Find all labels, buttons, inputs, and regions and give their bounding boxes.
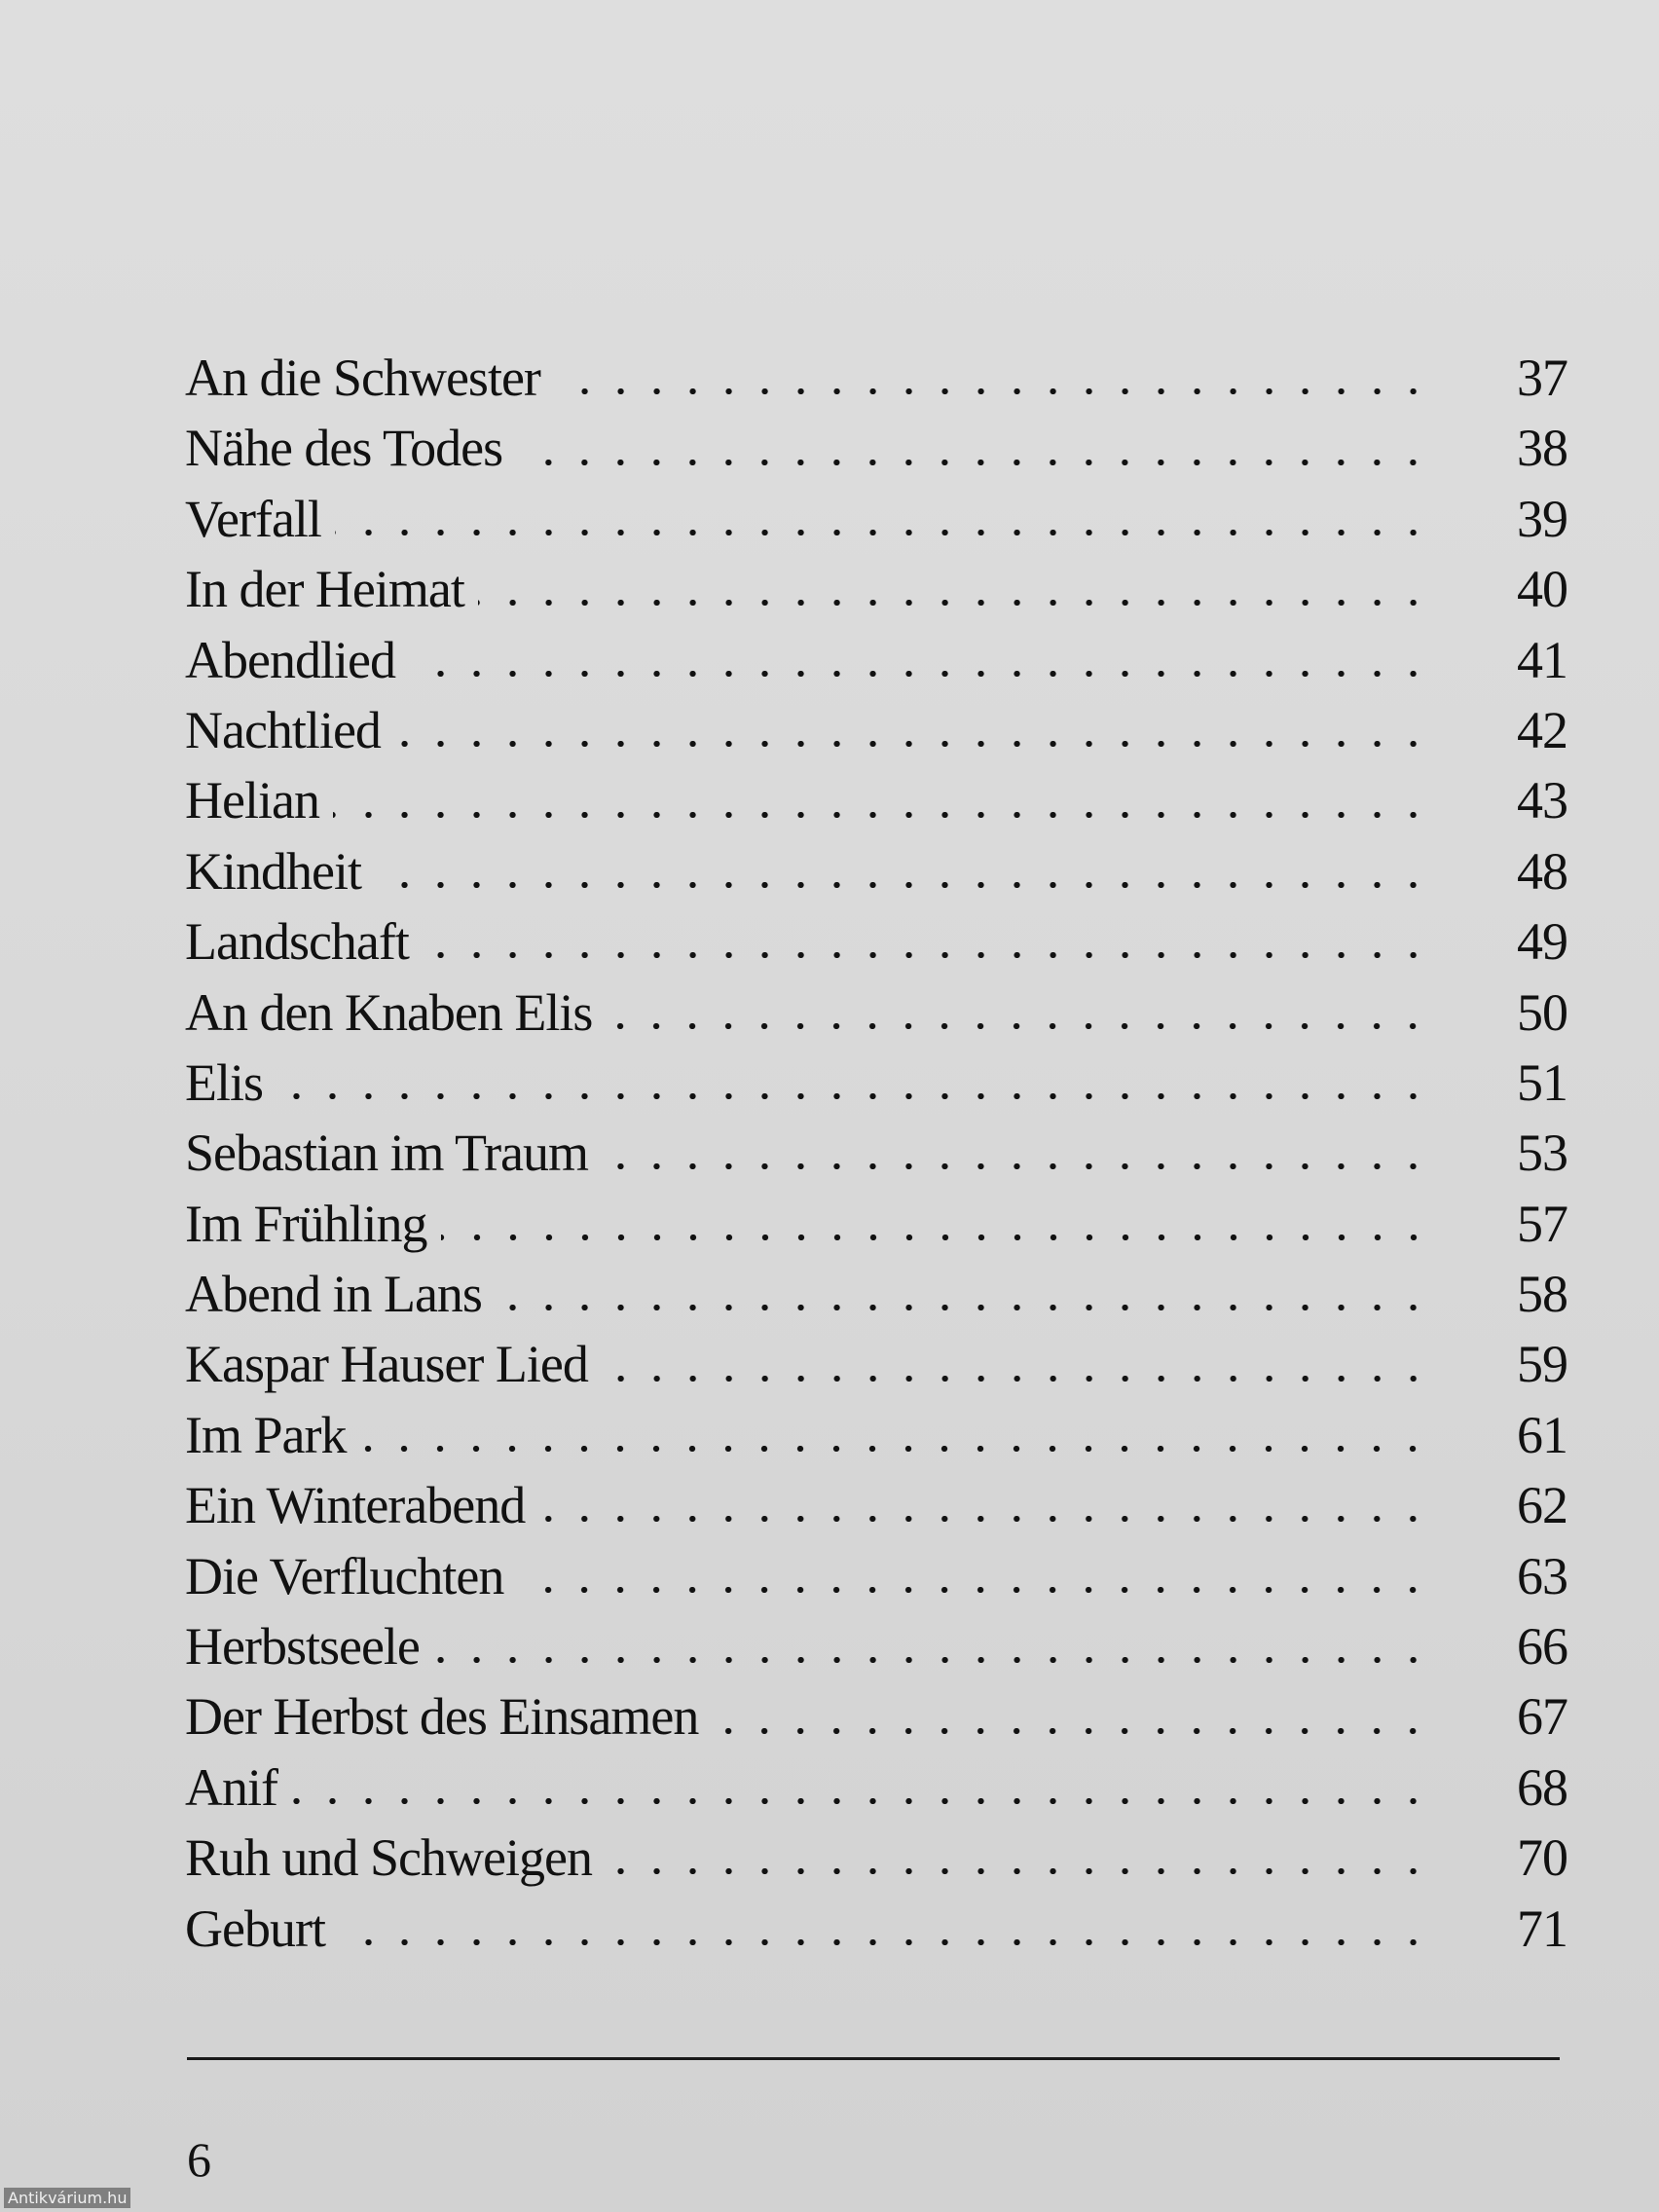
toc-entry <box>185 1470 1567 1540</box>
toc-entry <box>185 695 1567 765</box>
toc-entry-page: 70 <box>1517 1828 1567 1888</box>
toc-entry-page: 43 <box>1517 771 1567 830</box>
toc-entry-page: 63 <box>1517 1546 1567 1605</box>
toc-leader-dots <box>409 671 1431 677</box>
toc-entry <box>185 1329 1567 1399</box>
toc-leader-dots <box>602 1163 1431 1169</box>
toc-entry <box>185 1894 1567 1964</box>
toc-entry-title: An den Knaben Elis <box>185 982 593 1042</box>
toc-entry-page: 71 <box>1517 1899 1567 1958</box>
toc-entry-page: 49 <box>1517 912 1567 972</box>
toc-leader-dots <box>478 600 1431 606</box>
toc-entry <box>185 413 1567 483</box>
toc-entry-page: 40 <box>1517 560 1567 619</box>
toc-entry <box>185 1681 1567 1751</box>
toc-entry <box>185 1259 1567 1329</box>
watermark: Antikvárium.hu <box>4 2188 130 2208</box>
toc-entry <box>185 906 1567 977</box>
toc-entry <box>185 1189 1567 1259</box>
toc-entry-title: In der Heimat <box>185 560 464 619</box>
toc-entry-title: Im Park <box>185 1405 347 1464</box>
toc-entry <box>185 625 1567 695</box>
toc-leader-dots <box>441 1235 1431 1240</box>
toc-entry-page: 51 <box>1517 1052 1567 1112</box>
page-number: 6 <box>187 2132 211 2187</box>
toc-entry <box>185 1752 1567 1823</box>
toc-leader-dots <box>335 530 1431 535</box>
toc-entry-title: Nähe des Todes <box>185 419 503 478</box>
toc-leader-dots <box>433 1657 1431 1663</box>
table-of-contents <box>185 343 1567 1964</box>
footer-rule <box>187 2057 1560 2060</box>
toc-leader-dots <box>375 882 1431 888</box>
toc-entry <box>185 1400 1567 1470</box>
toc-entry <box>185 977 1567 1048</box>
toc-entry-page: 53 <box>1517 1124 1567 1183</box>
toc-leader-dots <box>496 1305 1431 1310</box>
toc-leader-dots <box>554 388 1431 394</box>
toc-entry <box>185 1541 1567 1611</box>
toc-entry-title: Die Verfluchten <box>185 1546 504 1605</box>
toc-entry-page: 62 <box>1517 1476 1567 1535</box>
toc-entry-title: Kaspar Hauser Lied <box>185 1335 588 1394</box>
toc-entry-page: 38 <box>1517 419 1567 478</box>
toc-entry <box>185 1823 1567 1893</box>
toc-entry-page: 42 <box>1517 700 1567 759</box>
toc-entry <box>185 484 1567 554</box>
toc-entry-title: Ruh und Schweigen <box>185 1828 592 1888</box>
toc-entry-title: Abend in Lans <box>185 1265 482 1324</box>
toc-leader-dots <box>517 1587 1431 1593</box>
toc-leader-dots <box>291 1798 1431 1804</box>
toc-entry-page: 48 <box>1517 841 1567 901</box>
toc-entry-title: Ein Winterabend <box>185 1476 526 1535</box>
toc-entry-page: 50 <box>1517 982 1567 1042</box>
toc-entry-title: Im Frühling <box>185 1194 427 1253</box>
toc-entry <box>185 836 1567 906</box>
toc-leader-dots <box>516 460 1431 465</box>
toc-entry-title: Kindheit <box>185 841 361 901</box>
toc-entry-title: Herbstseele <box>185 1617 420 1677</box>
toc-leader-dots <box>394 741 1431 747</box>
toc-leader-dots <box>602 1376 1431 1382</box>
toc-entry-title: Helian <box>185 771 319 830</box>
toc-leader-dots <box>606 1023 1431 1029</box>
toc-entry-page: 58 <box>1517 1265 1567 1324</box>
toc-entry-title: An die Schwester <box>185 349 540 407</box>
toc-entry-title: Landschaft <box>185 912 409 972</box>
toc-entry <box>185 1118 1567 1188</box>
toc-entry-title: Sebastian im Traum <box>185 1124 589 1183</box>
toc-entry-page: 37 <box>1517 349 1567 407</box>
toc-entry-title: Elis <box>185 1052 264 1112</box>
toc-entry-title: Geburt <box>185 1899 325 1958</box>
toc-entry-page: 39 <box>1517 489 1567 548</box>
toc-entry <box>185 1048 1567 1118</box>
toc-entry <box>185 1611 1567 1681</box>
toc-leader-dots <box>276 1093 1431 1099</box>
toc-entry-page: 41 <box>1517 630 1567 689</box>
toc-entry-title: Anif <box>185 1757 277 1817</box>
toc-leader-dots <box>712 1728 1431 1734</box>
toc-entry-page: 59 <box>1517 1335 1567 1394</box>
toc-leader-dots <box>333 812 1431 818</box>
toc-entry-title: Verfall <box>185 489 321 548</box>
toc-entry-page: 67 <box>1517 1687 1567 1747</box>
toc-entry-title: Abendlied <box>185 630 395 689</box>
toc-entry-title: Der Herbst des Einsamen <box>185 1687 699 1747</box>
toc-leader-dots <box>423 952 1431 958</box>
toc-entry-title: Nachtlied <box>185 700 381 759</box>
toc-entry-page: 68 <box>1517 1757 1567 1817</box>
toc-leader-dots <box>339 1939 1431 1945</box>
toc-entry <box>185 765 1567 835</box>
toc-entry-page: 66 <box>1517 1617 1567 1677</box>
toc-entry-page: 57 <box>1517 1194 1567 1253</box>
toc-entry <box>185 554 1567 624</box>
toc-entry-page: 61 <box>1517 1405 1567 1464</box>
toc-leader-dots <box>359 1446 1431 1452</box>
toc-leader-dots <box>606 1868 1431 1874</box>
toc-entry <box>185 343 1567 413</box>
toc-leader-dots <box>538 1516 1431 1522</box>
